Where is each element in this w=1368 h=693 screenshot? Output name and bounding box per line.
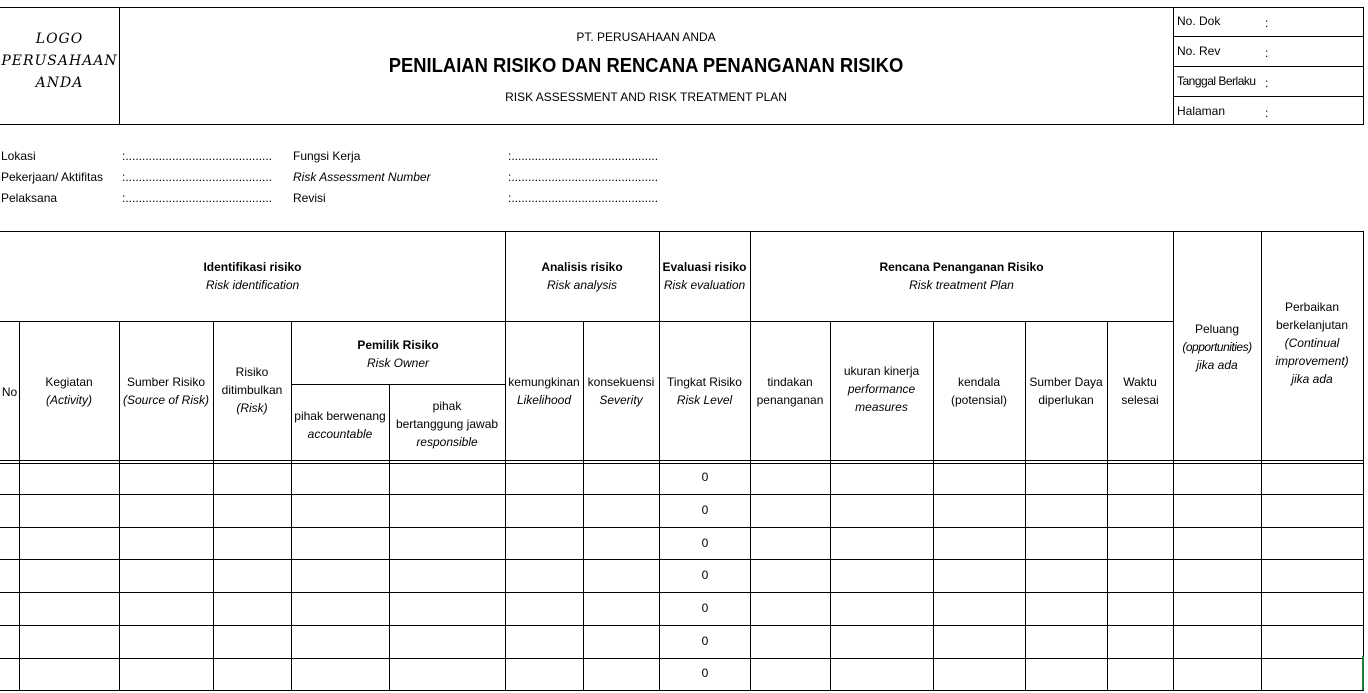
docinfo-halaman-sep: :: [1265, 106, 1269, 120]
company-name: PT. PERUSAHAAN ANDA: [576, 30, 716, 44]
table-row-risk-level[interactable]: 0: [701, 568, 709, 582]
docinfo-tanggal-sep: :: [1265, 76, 1269, 90]
col-peluang: Peluang (opportunities) jika ada: [1182, 322, 1252, 372]
table-row-risk-level[interactable]: 0: [701, 503, 709, 517]
page-title: PENILAIAN RISIKO DAN RENCANA PENANGANAN RISIKO: [388, 55, 904, 77]
info-fungsi-value[interactable]: :............................................: [508, 149, 659, 163]
col-risiko: Risiko ditimbulkan (Risk): [221, 365, 283, 415]
docinfo-tanggal: Tanggal Berlaku: [1177, 74, 1256, 88]
col-severity: konsekuensi Severity: [587, 375, 655, 407]
info-pekerjaan-label: Pekerjaan/ Aktifitas: [1, 170, 104, 184]
group-evaluasi: Evaluasi risiko Risk evaluation: [662, 260, 747, 292]
info-ran-label: Risk Assessment Number: [293, 170, 431, 184]
docinfo-no-rev: No. Rev: [1177, 44, 1221, 58]
docinfo-no-dok: No. Dok: [1177, 14, 1221, 28]
info-pelaksana-value[interactable]: :............................................: [122, 191, 273, 205]
group-rencana: Rencana Penanganan Risiko Risk treatment Plan: [879, 260, 1044, 292]
table-row-risk-level[interactable]: 0: [701, 634, 709, 648]
group-identifikasi: Identifikasi risiko Risk identification: [203, 260, 302, 292]
info-fungsi-label: Fungsi Kerja: [293, 149, 361, 163]
col-accountable: pihak berwenang accountable: [294, 409, 386, 441]
col-kegiatan: Kegiatan (Activity): [45, 375, 93, 407]
page-subtitle: RISK ASSESSMENT AND RISK TREATMENT PLAN: [505, 90, 787, 104]
col-responsible: pihak bertanggung jawab responsible: [395, 399, 499, 449]
col-risk-level: Tingkat Risiko Risk Level: [667, 375, 742, 407]
col-perbaikan: Perbaikan berkelanjutan (Continual improvement) jika ada: [1275, 300, 1349, 386]
table-row-risk-level[interactable]: 0: [701, 601, 709, 615]
col-waktu: Waktu selesai: [1121, 375, 1159, 407]
cell-selection-marker: [1362, 656, 1364, 690]
col-tindakan: tindakan penanganan: [756, 375, 824, 407]
col-sumber-daya: Sumber Daya diperlukan: [1029, 375, 1103, 407]
group-pemilik: Pemilik Risiko Risk Owner: [357, 338, 439, 370]
col-no: No: [1, 385, 18, 399]
docinfo-halaman: Halaman: [1177, 104, 1226, 118]
info-lokasi-label: Lokasi: [1, 149, 36, 163]
docinfo-no-dok-sep: :: [1265, 16, 1269, 30]
table-row-risk-level[interactable]: 0: [701, 536, 709, 550]
info-lokasi-value[interactable]: :............................................: [122, 149, 273, 163]
info-revisi-value[interactable]: :............................................: [508, 191, 659, 205]
table-row-risk-level[interactable]: 0: [701, 666, 709, 680]
info-ran-value[interactable]: :............................................: [508, 170, 659, 184]
info-pelaksana-label: Pelaksana: [1, 191, 58, 205]
docinfo-no-rev-sep: :: [1265, 46, 1269, 60]
company-logo: LOGO PERUSAHAAN ANDA: [1, 31, 118, 91]
col-kendala: kendala (potensial): [950, 375, 1008, 407]
table-row-risk-level[interactable]: 0: [701, 470, 709, 484]
info-pekerjaan-value[interactable]: :............................................: [122, 170, 273, 184]
col-sumber: Sumber Risiko (Source of Risk): [122, 375, 210, 407]
col-ukuran: ukuran kinerja performance measures: [843, 364, 920, 414]
info-revisi-label: Revisi: [293, 191, 326, 205]
group-analisis: Analisis risiko Risk analysis: [541, 260, 623, 292]
col-likelihood: kemungkinan Likelihood: [508, 375, 580, 407]
